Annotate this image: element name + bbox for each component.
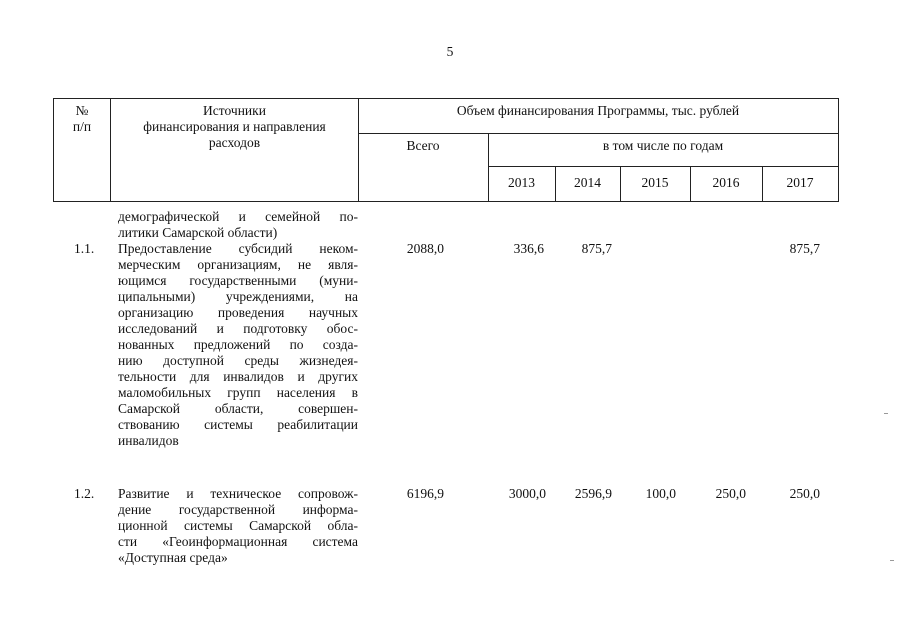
- header-volume-title: Объем финансирования Программы, тыс. рублей: [456, 103, 740, 118]
- description-line: нованных предложений по созда-: [118, 337, 358, 352]
- description-line: исследований и подготовку обос-: [118, 321, 358, 336]
- description-line: «Доступная среда»: [118, 550, 228, 565]
- description-line: организацию проведения научных: [118, 305, 358, 320]
- value-2013: 3000,0: [508, 486, 546, 501]
- value-2016: 250,0: [715, 486, 746, 501]
- row-description: [118, 241, 358, 449]
- row-number: 1.2.: [74, 486, 95, 501]
- volume-title-underline: [358, 133, 838, 134]
- value-total: 6196,9: [406, 486, 444, 501]
- description-line: Предоставление субсидий неком-: [118, 241, 358, 256]
- header-source-line-1: Источники: [203, 103, 266, 118]
- header-year-2016: 2016: [712, 175, 740, 190]
- page-number: 5: [446, 44, 454, 59]
- by-years-underline: [488, 166, 838, 167]
- header-by-years: в том числе по годам: [602, 138, 724, 153]
- description-line: тельности для инвалидов и других: [118, 369, 358, 384]
- value-2014: 875,7: [581, 241, 612, 256]
- header-source-line-2: финансирования и направления: [143, 119, 326, 134]
- row-number: 1.1.: [74, 241, 95, 256]
- header-source-line-3: расходов: [208, 135, 261, 150]
- description-line: ствованию системы реабилитации: [118, 417, 358, 432]
- value-2015: 100,0: [645, 486, 676, 501]
- header-year-2013: 2013: [508, 175, 535, 190]
- header-number-column: № п/п: [72, 103, 92, 134]
- description-line: ципальными) учреждениями, на: [118, 289, 358, 304]
- value-2017: 875,7: [789, 241, 820, 256]
- description-line: Развитие и техническое сопровож-: [118, 486, 358, 501]
- header-year-2017: 2017: [786, 175, 814, 190]
- description-line: сти «Геоинформационная система: [118, 534, 358, 549]
- description-line: дение государственной информа-: [118, 502, 358, 517]
- continuation-line: литики Самарской области): [118, 225, 278, 240]
- row-description: [118, 486, 358, 566]
- scan-mark: [890, 560, 894, 561]
- value-2014: 2596,9: [574, 486, 612, 501]
- value-2013: 336,6: [513, 241, 544, 256]
- header-year-2014: 2014: [574, 175, 601, 190]
- description-line: мерческим организациям, не явля-: [118, 257, 358, 272]
- scan-mark: [884, 413, 888, 414]
- header-year-2015: 2015: [641, 175, 669, 190]
- header-total: Всего: [406, 138, 440, 153]
- value-2017: 250,0: [789, 486, 820, 501]
- table-right-border: [838, 98, 839, 202]
- description-line: нию доступной среды жизнедея-: [118, 353, 358, 368]
- table-top-border: [53, 98, 838, 99]
- table-header-bottom-border: [53, 201, 838, 202]
- continuation-text: [118, 209, 358, 241]
- description-line: Самарской области, совершен-: [118, 401, 358, 416]
- continuation-line: демографической и семейной по-: [118, 209, 358, 224]
- description-line: маломобильных групп населения в: [118, 385, 358, 400]
- value-total: 2088,0: [406, 241, 444, 256]
- description-line: ционной системы Самарской обла-: [118, 518, 358, 533]
- description-line: инвалидов: [118, 433, 179, 448]
- description-line: ющимся государственными (муни-: [118, 273, 358, 288]
